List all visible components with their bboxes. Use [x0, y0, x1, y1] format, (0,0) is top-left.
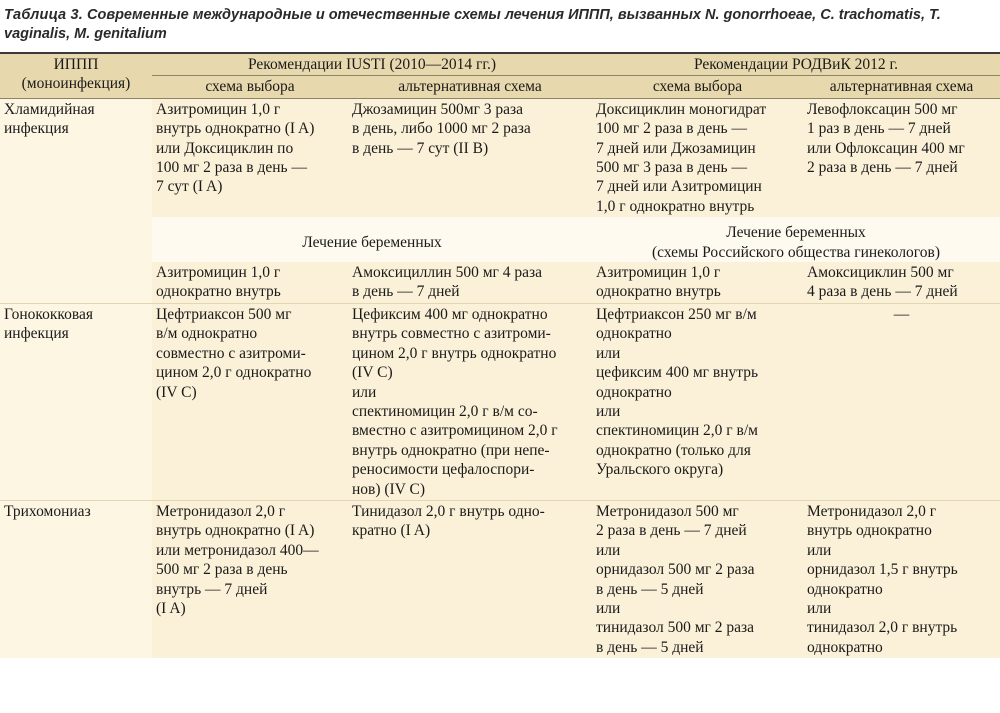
pregnancy-rodvik-title-text: Лечение беременных [726, 224, 866, 242]
cell-line: спектиномицин 2,0 г в/м [596, 422, 758, 440]
cell-line: 500 мг 3 раза в день — [596, 159, 747, 177]
cell-line: 1,0 г однократно внутрь [596, 197, 755, 215]
disease-name-line: Гонококковая [4, 305, 94, 323]
cell-line: (I A) [156, 599, 186, 617]
cell-line: или [807, 599, 832, 617]
cell-line: Цефтриаксон 250 мг в/м [596, 305, 757, 323]
caption-species-1: N. gonorrhoeae [705, 7, 813, 23]
cell-pregnancy-iusti-choice [152, 262, 348, 303]
table-row-gonorrhea [0, 303, 1000, 500]
cell-line: или [596, 599, 621, 617]
header-rodvik-alt: альтернативная схема [803, 76, 1000, 98]
header-iusti-alt: альтернативная схема [348, 76, 592, 98]
cell-line: цином 2,0 г однократно [156, 364, 312, 382]
cell-line: однократно [596, 383, 672, 401]
cell-gonorrhea-iusti-alt [348, 303, 592, 500]
cell-chlamydia-iusti-alt [348, 98, 592, 217]
cell-line: Метронидазол 2,0 г [807, 502, 937, 520]
caption-species-3: T. vaginalis [4, 7, 941, 42]
cell-line: цином 2,0 г внутрь однократно [352, 344, 557, 362]
cell-chlamydia-rodvik-choice [592, 98, 803, 217]
cell-line: нов) (IV C) [352, 480, 426, 498]
cell-line: 1 раз в день — 7 дней [807, 120, 951, 138]
pregnancy-rodvik-title [592, 217, 1000, 262]
cell-line: Доксициклин моногидрат [596, 100, 767, 118]
disease-gonorrhea [0, 303, 152, 500]
cell-line: или метронидазол 400— [156, 541, 319, 559]
disease-name-line: Хламидийная [4, 100, 95, 118]
header-row-1 [0, 53, 1000, 76]
disease-name-line: Трихомониаз [4, 502, 91, 520]
treatment-table [0, 52, 1000, 658]
cell-line: однократно внутрь [156, 283, 281, 301]
cell-line: Метронидазол 500 мг [596, 502, 739, 520]
cell-line: Цефтриаксон 500 мг [156, 305, 292, 323]
cell-line: реносимости цефалоспори- [352, 461, 535, 479]
cell-trich-rodvik-alt [803, 500, 1000, 658]
cell-line: однократно [596, 325, 672, 343]
cell-line: Азитромицин 1,0 г [596, 264, 721, 282]
cell-chlamydia-rodvik-alt [803, 98, 1000, 217]
cell-line: Амоксициклин 500 мг [807, 264, 954, 282]
cell-gonorrhea-iusti-choice [152, 303, 348, 500]
header-ippp [0, 53, 152, 98]
cell-line: (IV C) [352, 364, 393, 382]
cell-line: в/м однократно [156, 325, 258, 343]
cell-line: спектиномицин 2,0 г в/м со- [352, 402, 538, 420]
cell-pregnancy-rodvik-choice [592, 262, 803, 303]
cell-line: в день — 5 дней [596, 580, 704, 598]
cell-line: тинидазол 500 мг 2 раза [596, 619, 755, 637]
cell-line: или Офлоксацин 400 мг [807, 139, 965, 157]
cell-line: Амоксициллин 500 мг 4 раза [352, 264, 543, 282]
cell-line: 4 раза в день — 7 дней [807, 283, 958, 301]
cell-line: однократно внутрь [596, 283, 721, 301]
cell-line: внутрь однократно (при непе- [352, 441, 550, 459]
cell-line: однократно [807, 638, 883, 656]
cell-trich-iusti-choice [152, 500, 348, 658]
cell-line: 500 мг 2 раза в день [156, 561, 288, 579]
cell-line: однократно [807, 580, 883, 598]
disease-trichomoniasis [0, 500, 152, 658]
cell-line: внутрь однократно [807, 522, 932, 540]
header-ippp-sub: (моноинфекция) [21, 75, 131, 93]
cell-line: Джозамицин 500мг 3 раза [352, 100, 524, 118]
disease-name-line: инфекция [4, 120, 69, 138]
cell-line: орнидазол 1,5 г внутрь [807, 561, 958, 579]
pregnancy-rodvik-subtitle: (схемы Российского общества гинекологов) [651, 243, 941, 261]
cell-line: в день — 7 сут (II B) [352, 139, 489, 157]
caption-label: Таблица 3. [4, 7, 83, 23]
header-iusti-choice: схема выбора [152, 76, 348, 98]
table-row-chlamydia [0, 98, 1000, 217]
cell-pregnancy-iusti-alt [348, 262, 592, 303]
cell-line: вместно с азитромицином 2,0 г [352, 422, 558, 440]
cell-line: внутрь — 7 дней [156, 580, 268, 598]
cell-line: Метронидазол 2,0 г [156, 502, 286, 520]
cell-line: 100 мг 2 раза в день — [596, 120, 747, 138]
pregnancy-iusti-title: Лечение беременных [152, 217, 592, 262]
cell-line: Левофлоксацин 500 мг [807, 100, 958, 118]
caption-species-4: M. genitalium [74, 26, 167, 42]
cell-gonorrhea-rodvik-choice [592, 303, 803, 500]
cell-line: Азитромицин 1,0 г [156, 264, 281, 282]
cell-line: в день — 7 дней [352, 283, 460, 301]
caption-species-2: C. trachomatis [820, 7, 921, 23]
cell-line: внутрь совместно с азитроми- [352, 325, 551, 343]
cell-line: 7 дней или Азитромицин [596, 178, 762, 196]
cell-line: или [596, 541, 621, 559]
cell-line: кратно (I A) [352, 522, 431, 540]
cell-line: орнидазол 500 мг 2 раза [596, 561, 755, 579]
disease-chlamydia [0, 98, 152, 303]
cell-line: Тинидазол 2,0 г внутрь одно- [352, 502, 545, 520]
header-rodvik-choice: схема выбора [592, 76, 803, 98]
cell-line: Уральского округа) [596, 461, 724, 479]
cell-line: 2 раза в день — 7 дней [596, 522, 747, 540]
header-iusti: Рекомендации IUSTI (2010—2014 гг.) [152, 53, 592, 76]
cell-chlamydia-iusti-choice [152, 98, 348, 217]
cell-pregnancy-rodvik-alt [803, 262, 1000, 303]
cell-line: совместно с азитроми- [156, 344, 306, 362]
cell-line: в день — 5 дней [596, 638, 704, 656]
cell-line: Азитромицин 1,0 г [156, 100, 281, 118]
table-row-trichomoniasis [0, 500, 1000, 658]
cell-line: внутрь однократно (I A) [156, 522, 315, 540]
cell-trich-iusti-alt [348, 500, 592, 658]
cell-line: тинидазол 2,0 г внутрь [807, 619, 958, 637]
cell-line: в день, либо 1000 мг 2 раза [352, 120, 531, 138]
cell-line: 7 дней или Джозамицин [596, 139, 756, 157]
header-rodvik: Рекомендации РОДВиК 2012 г. [592, 53, 1000, 76]
disease-name-line: инфекция [4, 325, 69, 343]
cell-line: или [807, 541, 832, 559]
cell-line: внутрь однократно (I A) [156, 120, 315, 138]
cell-line: (IV C) [156, 383, 197, 401]
cell-line: или [596, 344, 621, 362]
cell-line: или Доксициклин по [156, 139, 294, 157]
cell-line: или [352, 383, 377, 401]
cell-line: Цефиксим 400 мг однократно [352, 305, 548, 323]
caption-text: Современные международные и отечественные схемы лечения ИППП, вызванных [86, 7, 701, 23]
table-caption: Таблица 3. Современные международные и отечественные схемы лечения ИППП, вызванных N. gonorrhoeae, C. trachomatis, T. vaginalis, M. genitalium [4, 7, 941, 42]
cell-gonorrhea-rodvik-alt: — [803, 303, 1000, 500]
cell-line: 100 мг 2 раза в день — [156, 159, 307, 177]
cell-line: цефиксим 400 мг внутрь [596, 364, 759, 382]
cell-line: однократно (только для [596, 441, 751, 459]
cell-line: 2 раза в день — 7 дней [807, 159, 958, 177]
header-ippp-title: ИППП [53, 56, 99, 73]
cell-line: или [596, 402, 621, 420]
cell-line: 7 сут (I A) [156, 178, 223, 196]
cell-trich-rodvik-choice [592, 500, 803, 658]
